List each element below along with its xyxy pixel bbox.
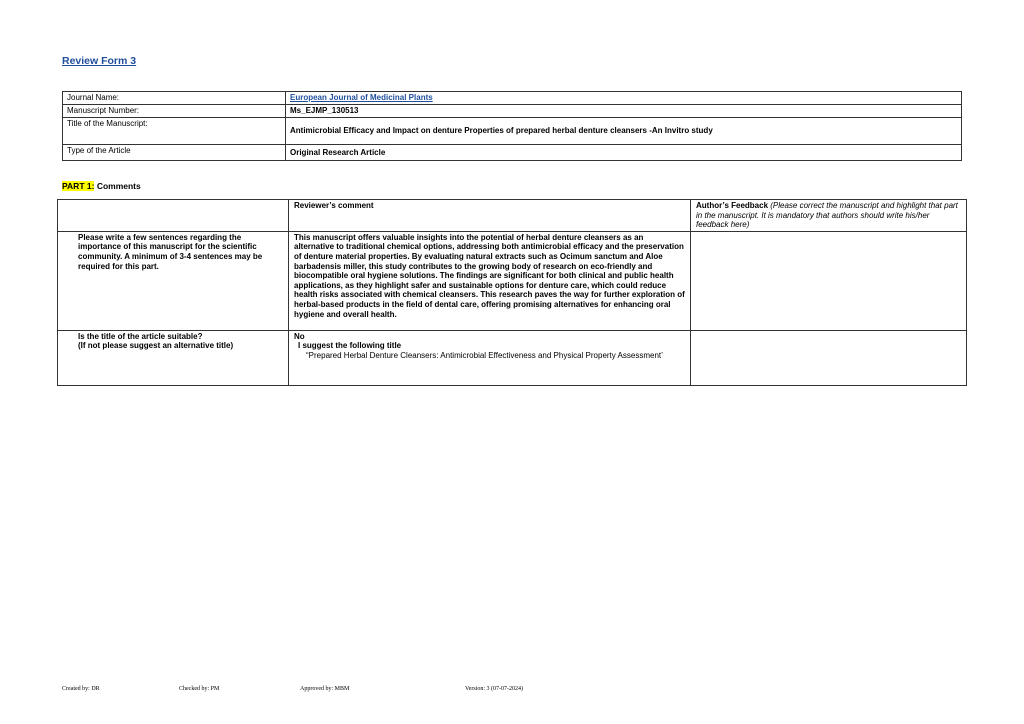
title-label: Title of the Manuscript: [63, 118, 286, 145]
importance-row [58, 231, 967, 330]
journal-label: Journal Name: [63, 92, 286, 105]
footer-created-by: Created by: DR [62, 686, 100, 692]
header-blank-cell [58, 200, 289, 232]
part-1-title: Comments [96, 181, 141, 191]
title-row [63, 118, 962, 145]
article-type-value: Original Research Article [286, 145, 962, 161]
reviewer-comment-header: Reviewer’s comment [289, 200, 691, 232]
footer-version: Version: 3 (07-07-2024) [465, 686, 523, 692]
importance-comment: This manuscript offers valuable insights into the potential of herbal denture cleansers as an alternative to traditional chemical options, addressing both antimicrobial efficacy and the preservation of denture material properties. By evaluating natural extracts such as Ocimum sanctum and Aloe barbadensis miller, this study contributes to the growing body of research on eco-friendly and biocompatible oral hygiene solutions. The findings are significant for both clinical and public health applications, as they highlight safer and sustainable options for denture care, which could reduce health risks associated with chemical cleansers. This research paves the way for further exploration of herbal-based products in the field of dental care, offering promising alternatives for enhancing oral hygiene and overall health. [289, 231, 691, 330]
journal-row [63, 92, 962, 105]
manuscript-number-row [63, 105, 962, 118]
title-feedback-cell[interactable] [691, 330, 967, 385]
manuscript-number-label: Manuscript Number: [63, 105, 286, 118]
author-feedback-header [691, 200, 967, 232]
part-1-heading [62, 181, 141, 191]
comments-header-row [58, 200, 967, 232]
author-feedback-title: Author’s Feedback [696, 201, 769, 210]
title-suitability-comment [289, 330, 691, 385]
footer-checked-by: Checked by: PM [179, 686, 220, 692]
title-value: Antimicrobial Efficacy and Impact on denture Properties of prepared herbal denture cleansers -An Invitro study [286, 118, 962, 145]
title-question-line-2: (If not please suggest an alternative title) [78, 341, 234, 351]
footer [0, 686, 1024, 696]
title-suitability-row [58, 330, 967, 385]
footer-approved-by: Approved by: MBM [300, 686, 350, 692]
manuscript-number-value: Ms_EJMP_130513 [286, 105, 962, 118]
importance-question: Please write a few sentences regarding the importance of this manuscript for the scientific community. A minimum of 3-4 sentences may be required for this part. [58, 231, 289, 330]
title-suitability-question [58, 330, 289, 385]
comments-table [57, 199, 967, 386]
importance-feedback-cell[interactable] [691, 231, 967, 330]
journal-link[interactable]: European Journal of Medicinal Plants [290, 93, 433, 102]
part-1-label: PART 1: [62, 181, 95, 191]
form-title: Review Form 3 [62, 55, 137, 67]
manuscript-info-table [62, 91, 962, 161]
article-type-row [63, 145, 962, 161]
title-question-line-1: Is the title of the article suitable? [78, 331, 203, 341]
author-feedback-instruction: (Please correct the manuscript and highlight that part in the manuscript. It is mandatory that authors should write his/her feedback here) [696, 201, 958, 230]
suggest-title-line: I suggest the following title [298, 341, 402, 351]
title-answer: No [294, 331, 305, 341]
article-type-label: Type of the Article [63, 145, 286, 161]
suggested-title: “Prepared Herbal Denture Cleansers: Antimicrobial Effectiveness and Physical Property Assessment’ [306, 350, 663, 360]
